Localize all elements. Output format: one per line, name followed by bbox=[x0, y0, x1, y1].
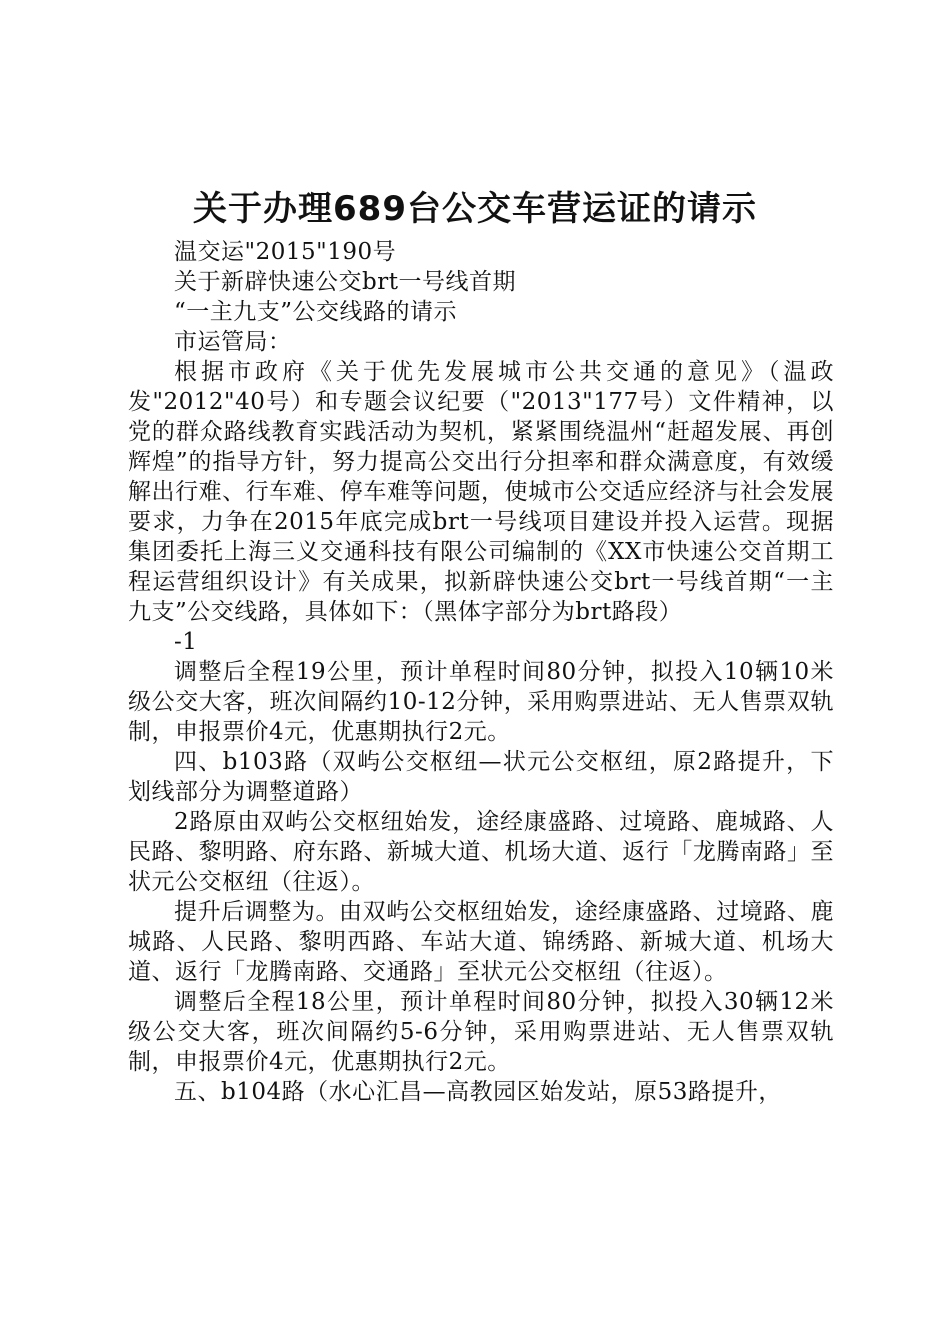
subject-line-1: 关于新辟快速公交brt一号线首期 bbox=[174, 269, 516, 295]
paragraph-b103-summary: 调整后全程18公里，预计单程时间80分钟，拟投入30辆12米级公交大客，班次间隔约5-6分钟，采用购票进站、无人售票双轨制，申报票价4元，优惠期执行2元。 bbox=[128, 989, 834, 1075]
paragraph-b102-summary: 调整后全程19公里，预计单程时间80分钟，拟投入10辆10米级公交大客，班次间隔约10-12分钟，采用购票进站、无人售票双轨制，申报票价4元，优惠期执行2元。 bbox=[128, 659, 834, 745]
paragraph-route-2-original: 2路原由双屿公交枢纽始发，途经康盛路、过境路、鹿城路、人民路、黎明路、府东路、新城大道、机场大道、返行「龙腾南路」至状元公交枢纽（往返）。 bbox=[128, 809, 834, 895]
section-heading-b103: 四、b103路（双屿公交枢纽—状元公交枢纽，原2路提升，下划线部分为调整道路） bbox=[128, 749, 834, 805]
paragraph-intro: 根据市政府《关于优先发展城市公共交通的意见》（温政发"2012"40号）和专题会议纪要（"2013"177号）文件精神，以党的群众路线教育实践活动为契机，紧紧围绕温州“赶超发展、再创辉煌”的指导方针，努力提高公交出行分担率和群众满意度，有效缓解出行难、行车难、停车难等问题，使城市公交适应经济与社会发展要求，力争在2015年底完成brt一号线项目建设并投入运营。现据集团委托上海三义交通科技有限公司编制的《XX市快速公交首期工程运营组织设计》有关成果，拟新辟快速公交brt一号线首期“一主九支”公交线路，具体如下：（黑体字部分为brt路段） bbox=[128, 359, 834, 625]
subject-line-2: “一主九支”公交线路的请示 bbox=[174, 299, 458, 325]
addressee: 市运管局： bbox=[174, 329, 292, 355]
document-body bbox=[128, 237, 834, 1107]
document-number: 温交运"2015"190号 bbox=[174, 239, 397, 265]
paragraph-route-2-adjusted: 提升后调整为。由双屿公交枢纽始发，途经康盛路、过境路、鹿城路、人民路、黎明西路、车站大道、锦绣路、新城大道、机场大道、返行「龙腾南路、交通路」至状元公交枢纽（往返）。 bbox=[128, 899, 834, 985]
section-heading-b104: 五、b104路（水心汇昌—高教园区始发站，原53路提升， bbox=[174, 1079, 782, 1105]
page-marker: -1 bbox=[174, 629, 198, 655]
document-title: 关于办理689台公交车营运证的请示 bbox=[193, 189, 757, 229]
